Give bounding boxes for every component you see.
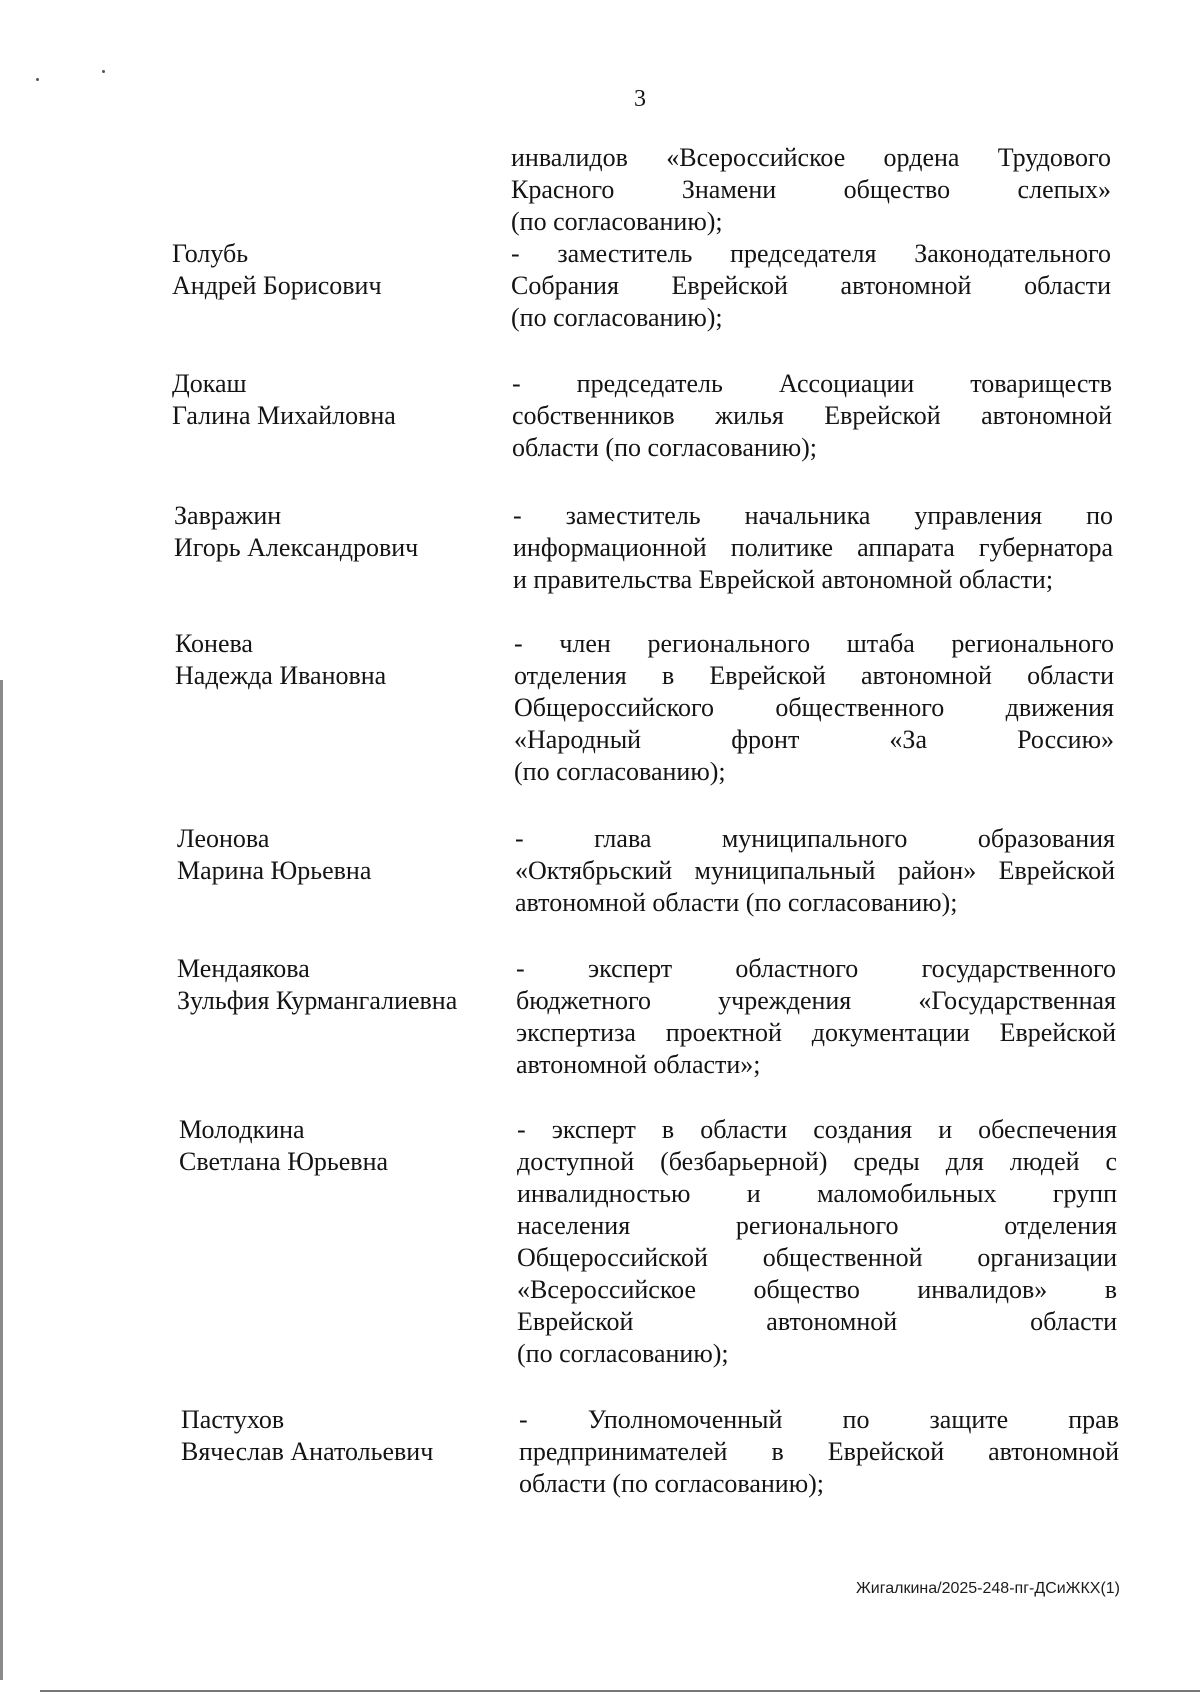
description-line: - эксперт областного государственного xyxy=(516,954,1116,983)
description-line: - Уполномоченный по защите прав xyxy=(519,1405,1119,1434)
member-description xyxy=(513,500,1113,596)
description-line: Еврейской автономной области xyxy=(517,1307,1117,1336)
description-line: (по согласованию); xyxy=(511,207,723,236)
description-line: «Народный фронт «За Россию» xyxy=(514,725,1114,754)
member-surname: Пастухов xyxy=(181,1405,285,1434)
description-line: области (по согласованию); xyxy=(512,433,818,462)
member-description xyxy=(516,953,1116,1081)
member-name xyxy=(177,823,487,887)
member-name xyxy=(179,1114,489,1178)
member-description xyxy=(514,628,1114,788)
description-line: (по согласованию); xyxy=(511,303,723,332)
member-surname: Голубь xyxy=(172,239,249,268)
description-line: информационной политике аппарата губернатора xyxy=(513,533,1113,562)
description-line: «Октябрьский муниципальный район» Еврейской xyxy=(515,856,1115,885)
description-line: области (по согласованию); xyxy=(519,1469,825,1498)
member-name xyxy=(181,1404,491,1468)
member-given-names: Марина Юрьевна xyxy=(177,856,372,885)
description-line: Общероссийской общественной организации xyxy=(517,1243,1117,1272)
description-line: - эксперт в области создания и обеспечения xyxy=(517,1115,1117,1144)
description-line: инвалидностью и маломобильных групп xyxy=(517,1179,1117,1208)
description-line: экспертиза проектной документации Еврейской xyxy=(516,1018,1116,1047)
description-line: бюджетного учреждения «Государственная xyxy=(516,986,1116,1015)
description-line: предпринимателей в Еврейской автономной xyxy=(519,1437,1119,1466)
description-line: доступной (безбарьерной) среды для людей с xyxy=(517,1147,1117,1176)
description-line: Собрания Еврейской автономной области xyxy=(511,271,1111,300)
description-line: автономной области»; xyxy=(516,1050,761,1079)
description-line: - заместитель председателя Законодательного xyxy=(511,239,1111,268)
member-given-names: Игорь Александрович xyxy=(174,533,419,562)
description-line: - председатель Ассоциации товариществ xyxy=(512,369,1112,398)
description-line: и правительства Еврейской автономной области; xyxy=(513,565,1054,594)
description-line: Красного Знамени общество слепых» xyxy=(511,175,1111,204)
description-line: Общероссийского общественного движения xyxy=(514,693,1114,722)
description-line: «Всероссийское общество инвалидов» в xyxy=(517,1275,1117,1304)
member-given-names: Зульфия Курмангалиевна xyxy=(177,986,458,1015)
member-surname: Леонова xyxy=(177,824,270,853)
description-line: (по согласованию); xyxy=(517,1339,729,1368)
description-line: собственников жилья Еврейской автономной xyxy=(512,401,1112,430)
description-line: (по согласованию); xyxy=(514,757,726,786)
member-surname: Конева xyxy=(175,629,253,658)
member-given-names: Андрей Борисович xyxy=(172,271,382,300)
member-description xyxy=(511,142,1111,238)
member-description xyxy=(511,238,1111,334)
member-description xyxy=(512,368,1112,464)
document-reference-code: Жигалкина/2025-248-пг-ДСиЖКХ(1) xyxy=(856,1580,1120,1597)
member-description xyxy=(519,1404,1119,1500)
member-name xyxy=(172,368,482,432)
member-surname: Докаш xyxy=(172,369,247,398)
member-given-names: Светлана Юрьевна xyxy=(179,1147,389,1176)
description-line: автономной области (по согласованию); xyxy=(515,888,958,917)
member-given-names: Вячеслав Анатольевич xyxy=(181,1437,434,1466)
description-line: - заместитель начальника управления по xyxy=(513,501,1113,530)
member-name xyxy=(177,953,487,1017)
description-line: населения регионального отделения xyxy=(517,1211,1117,1240)
member-name xyxy=(175,628,485,692)
member-description xyxy=(515,823,1115,919)
member-name xyxy=(174,500,484,564)
member-given-names: Надежда Ивановна xyxy=(175,661,387,690)
member-description xyxy=(517,1114,1117,1370)
page-number: 3 xyxy=(634,86,646,112)
description-line: отделения в Еврейской автономной области xyxy=(514,661,1114,690)
member-given-names: Галина Михайловна xyxy=(172,401,396,430)
description-line: инвалидов «Всероссийское ордена Трудового xyxy=(511,143,1111,172)
member-name xyxy=(172,238,482,302)
description-line: - глава муниципального образования xyxy=(515,824,1115,853)
member-surname: Молодкина xyxy=(179,1115,305,1144)
description-line: - член регионального штаба регионального xyxy=(514,629,1114,658)
member-surname: Мендаякова xyxy=(177,954,310,983)
member-surname: Завражин xyxy=(174,501,282,530)
